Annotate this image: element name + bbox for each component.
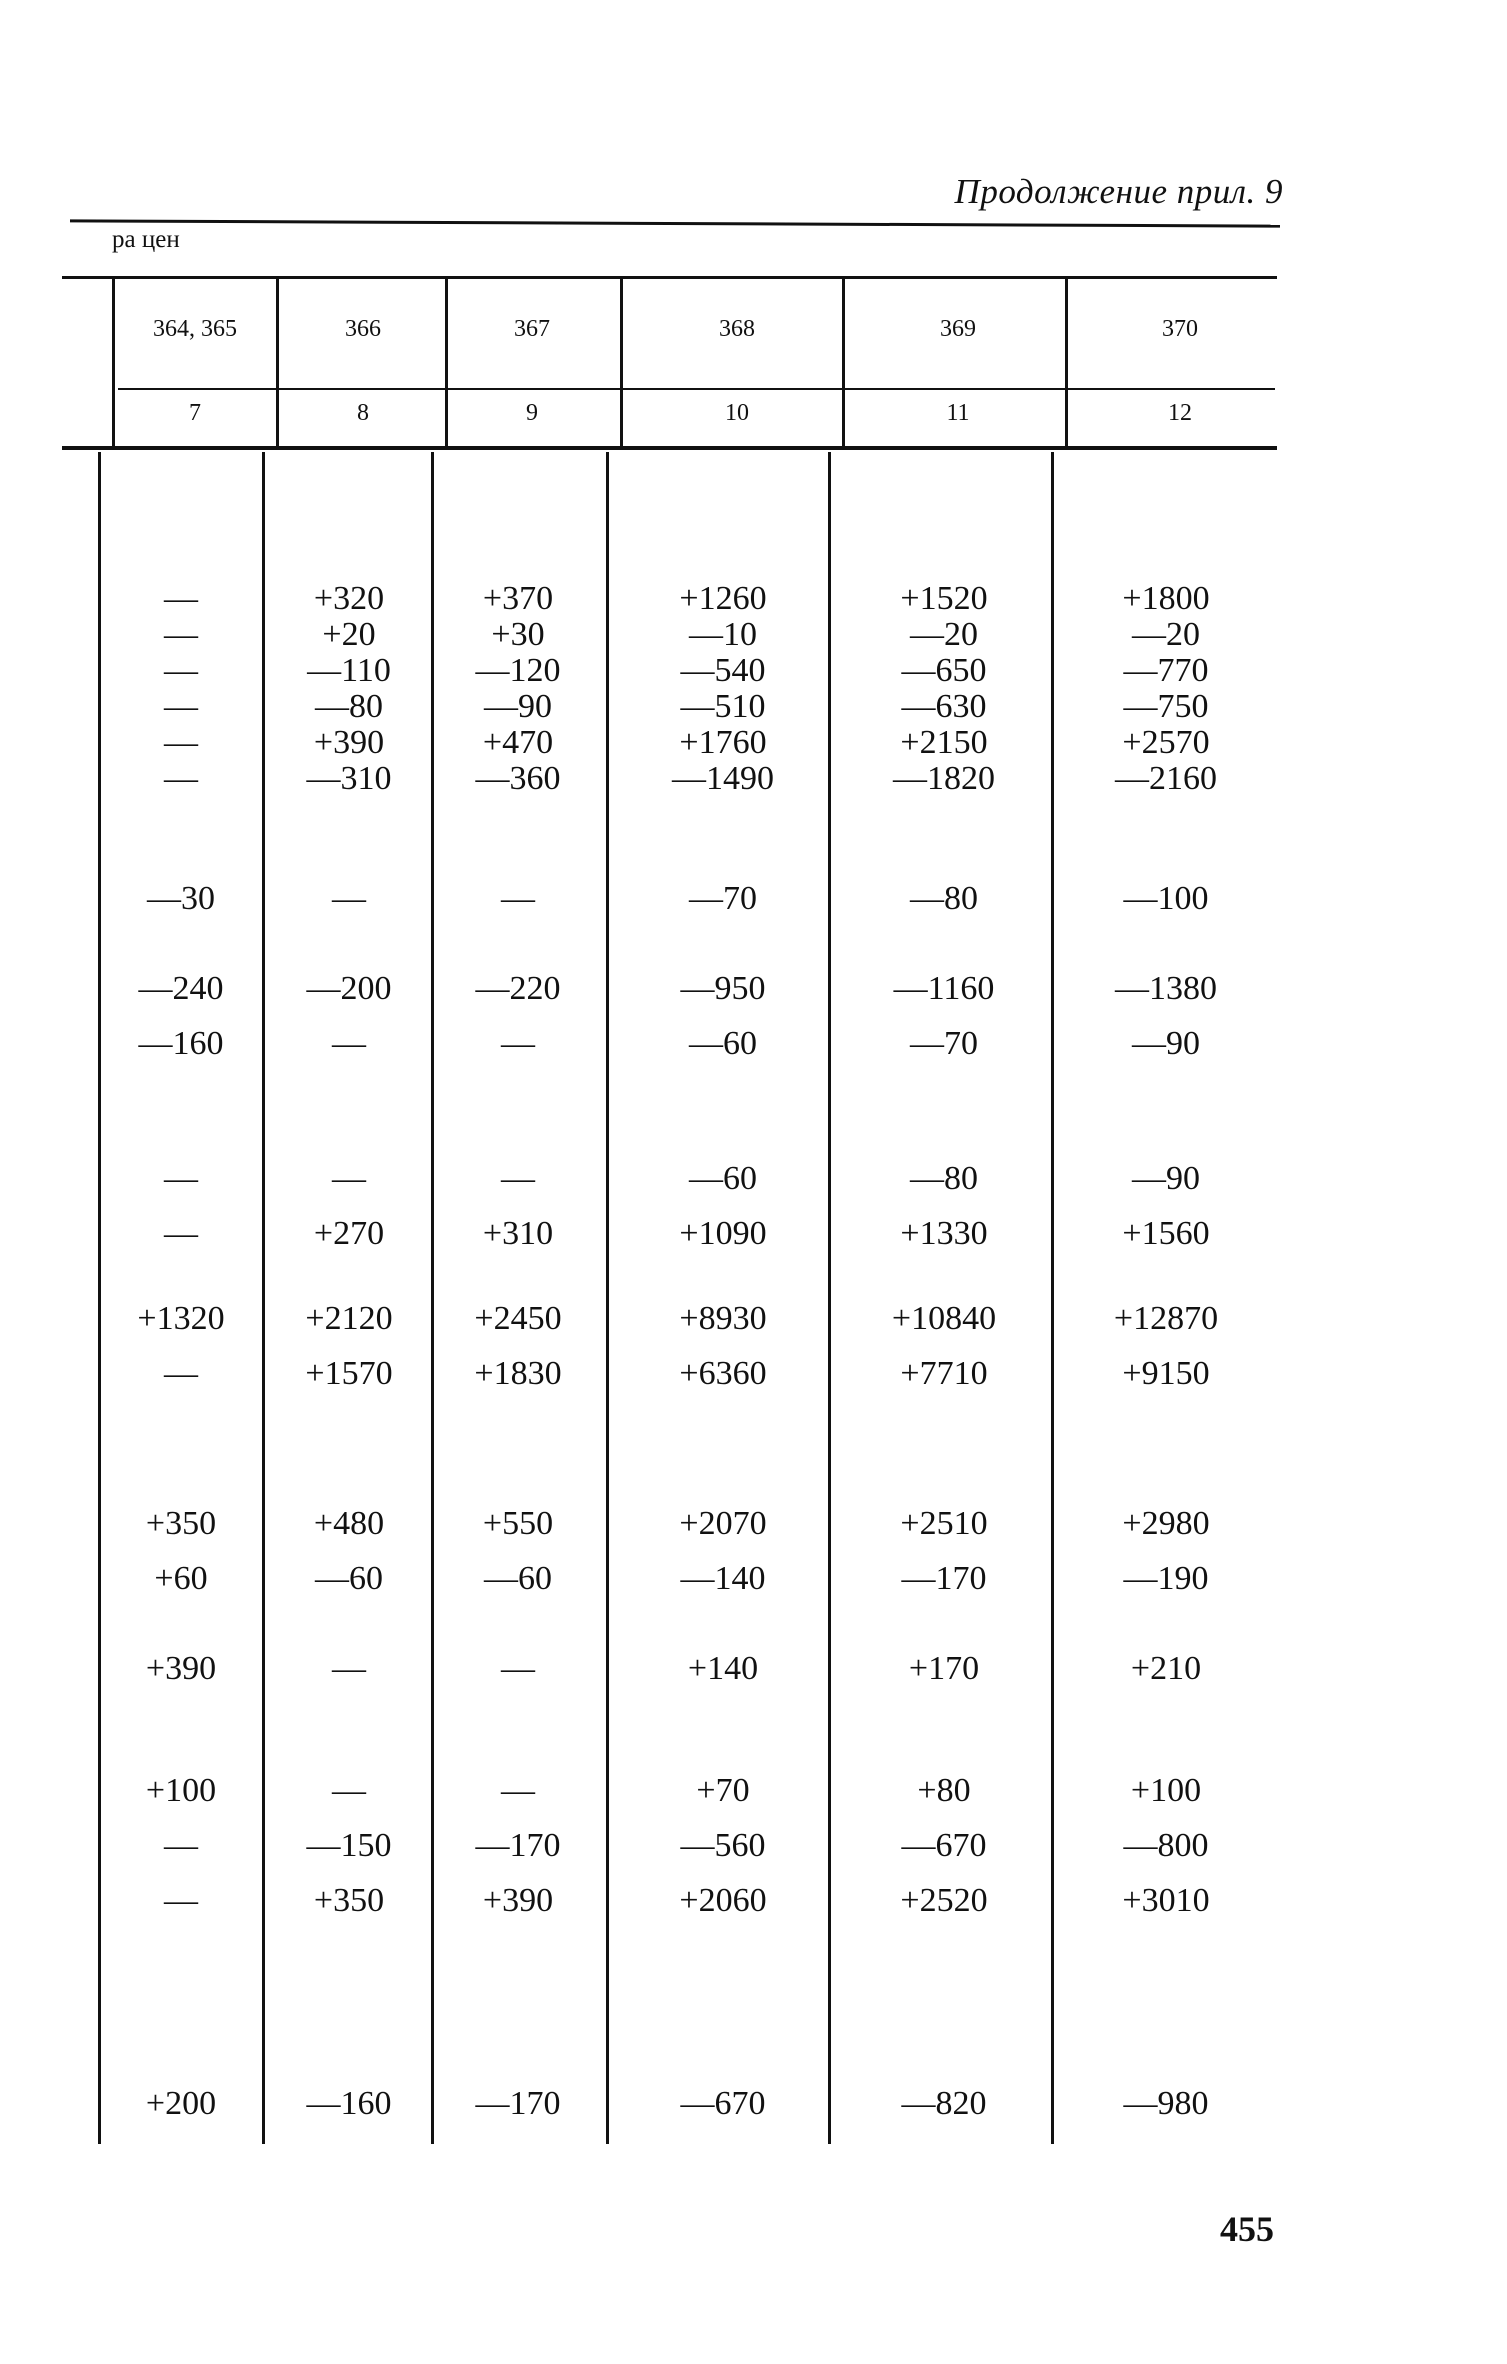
table-cell: — xyxy=(164,616,198,653)
table-cell: — xyxy=(332,880,366,917)
table-cell: —950 xyxy=(680,970,766,1007)
table-cell: —200 xyxy=(306,970,392,1007)
rule-top xyxy=(70,219,1280,227)
column-header-number: 10 xyxy=(725,400,749,426)
continuation-caption: Продолжение прил. 9 xyxy=(954,172,1283,211)
rule-header-bottom xyxy=(62,446,1277,450)
table-cell: — xyxy=(332,1650,366,1687)
table-cell: —90 xyxy=(1132,1160,1200,1197)
table-cell: —310 xyxy=(306,760,392,797)
table-cell: —1160 xyxy=(893,970,995,1007)
table-cell: +470 xyxy=(482,724,554,761)
table-cell: +2070 xyxy=(679,1505,767,1542)
table-cell: +270 xyxy=(313,1215,385,1252)
table-cell: +1560 xyxy=(1122,1215,1210,1252)
table-cell: +390 xyxy=(145,1650,217,1687)
table-cell: +60 xyxy=(154,1560,208,1597)
table-cell: +3010 xyxy=(1122,1882,1210,1919)
table-cell: —1490 xyxy=(672,760,774,797)
table-cell: — xyxy=(501,1650,535,1687)
table-cell: +2570 xyxy=(1122,724,1210,761)
table-cell: +2980 xyxy=(1122,1505,1210,1542)
column-header-number: 7 xyxy=(189,400,201,426)
column-divider-header-4 xyxy=(842,278,845,446)
table-cell: —220 xyxy=(475,970,561,1007)
table-cell: +2060 xyxy=(679,1882,767,1919)
table-cell: — xyxy=(164,688,198,725)
table-cell: —100 xyxy=(1123,880,1209,917)
table-cell: +2510 xyxy=(900,1505,988,1542)
column-header-name: 369 xyxy=(940,316,976,342)
table-cell: —110 xyxy=(307,652,391,689)
table-cell: — xyxy=(164,760,198,797)
table-cell: +70 xyxy=(696,1772,750,1809)
table-cell: +390 xyxy=(313,724,385,761)
table-cell: +170 xyxy=(908,1650,980,1687)
column-header-number: 11 xyxy=(946,400,970,426)
table-cell: +310 xyxy=(482,1215,554,1252)
table-cell: — xyxy=(164,1882,198,1919)
table-cell: — xyxy=(164,1215,198,1252)
table-cell: +1570 xyxy=(305,1355,393,1392)
table-cell: — xyxy=(501,1160,535,1197)
table-cell: +12870 xyxy=(1113,1300,1219,1337)
column-divider-body-4 xyxy=(828,452,831,2144)
table-cell: —10 xyxy=(689,616,757,653)
table-cell: —170 xyxy=(475,2085,561,2122)
table-cell: +350 xyxy=(313,1882,385,1919)
table-cell: +8930 xyxy=(679,1300,767,1337)
column-divider-header-3 xyxy=(620,278,623,446)
table-cell: +30 xyxy=(491,616,545,653)
column-divider-body-5 xyxy=(1051,452,1054,2144)
column-divider-header-2 xyxy=(445,278,448,446)
table-cell: — xyxy=(501,1772,535,1809)
table-cell: —560 xyxy=(680,1827,766,1864)
table-cell: +200 xyxy=(145,2085,217,2122)
table-cell: —20 xyxy=(910,616,978,653)
table-cell: —120 xyxy=(475,652,561,689)
table-cell: +2150 xyxy=(900,724,988,761)
table-cell: +210 xyxy=(1130,1650,1202,1687)
table-cell: —820 xyxy=(901,2085,987,2122)
table-cell: —20 xyxy=(1132,616,1200,653)
table-cell: +1760 xyxy=(679,724,767,761)
table-cell: +10840 xyxy=(891,1300,997,1337)
table-cell: —140 xyxy=(680,1560,766,1597)
table-cell: —1380 xyxy=(1115,970,1217,1007)
table-cell: —170 xyxy=(475,1827,561,1864)
table-cell: +350 xyxy=(145,1505,217,1542)
table-cell: —770 xyxy=(1123,652,1209,689)
table-cell: +6360 xyxy=(679,1355,767,1392)
table-cell: —360 xyxy=(475,760,561,797)
table-cell: — xyxy=(164,652,198,689)
table-cell: — xyxy=(164,580,198,617)
table-cell: +1520 xyxy=(900,580,988,617)
table-cell: —70 xyxy=(910,1025,978,1062)
table-cell: — xyxy=(501,1025,535,1062)
table-cell: —60 xyxy=(689,1025,757,1062)
table-cell: +390 xyxy=(482,1882,554,1919)
table-cell: — xyxy=(164,1827,198,1864)
table-cell: +550 xyxy=(482,1505,554,1542)
table-cell: +1320 xyxy=(137,1300,225,1337)
table-cell: —60 xyxy=(689,1160,757,1197)
table-cell: +2450 xyxy=(474,1300,562,1337)
table-cell: —150 xyxy=(306,1827,392,1864)
table-cell: —2160 xyxy=(1115,760,1217,797)
table-cell: +7710 xyxy=(900,1355,988,1392)
table-cell: —630 xyxy=(901,688,987,725)
table-cell: +100 xyxy=(145,1772,217,1809)
table-cell: —80 xyxy=(315,688,383,725)
header-fragment: ра цен xyxy=(112,226,180,253)
table-cell: +9150 xyxy=(1122,1355,1210,1392)
table-cell: — xyxy=(164,1355,198,1392)
table-cell: +100 xyxy=(1130,1772,1202,1809)
column-divider-header-1 xyxy=(276,278,279,446)
column-header-number: 9 xyxy=(526,400,538,426)
table-cell: —980 xyxy=(1123,2085,1209,2122)
table-cell: — xyxy=(164,1160,198,1197)
table-cell: —540 xyxy=(680,652,766,689)
column-divider-header-5 xyxy=(1065,278,1068,446)
table-cell: +2520 xyxy=(900,1882,988,1919)
table-cell: —80 xyxy=(910,880,978,917)
table-cell: — xyxy=(501,880,535,917)
column-header-name: 364, 365 xyxy=(153,316,237,342)
column-header-number: 8 xyxy=(357,400,369,426)
column-header-name: 367 xyxy=(514,316,550,342)
table-cell: +370 xyxy=(482,580,554,617)
table-cell: —670 xyxy=(680,2085,766,2122)
table-cell: —670 xyxy=(901,1827,987,1864)
column-header-name: 366 xyxy=(345,316,381,342)
rule-header-top xyxy=(62,276,1277,279)
table-cell: +140 xyxy=(687,1650,759,1687)
table-cell: — xyxy=(332,1025,366,1062)
table-cell: +20 xyxy=(322,616,376,653)
table-cell: +1830 xyxy=(474,1355,562,1392)
table-cell: —650 xyxy=(901,652,987,689)
table-cell: +1800 xyxy=(1122,580,1210,617)
table-cell: —60 xyxy=(484,1560,552,1597)
table-cell: —750 xyxy=(1123,688,1209,725)
table-cell: +1330 xyxy=(900,1215,988,1252)
table-cell: +320 xyxy=(313,580,385,617)
column-header-name: 368 xyxy=(719,316,755,342)
table-cell: +1090 xyxy=(679,1215,767,1252)
table-cell: +2120 xyxy=(305,1300,393,1337)
table-cell: —70 xyxy=(689,880,757,917)
table-cell: — xyxy=(332,1772,366,1809)
table-cell: —80 xyxy=(910,1160,978,1197)
rule-header-mid xyxy=(118,388,1275,390)
table-cell: +480 xyxy=(313,1505,385,1542)
table-cell: —240 xyxy=(138,970,224,1007)
column-header-name: 370 xyxy=(1162,316,1198,342)
table-cell: —160 xyxy=(306,2085,392,2122)
table-cell: — xyxy=(164,724,198,761)
page-number: 455 xyxy=(1220,2209,1274,2249)
table-cell: —170 xyxy=(901,1560,987,1597)
table-cell: +1260 xyxy=(679,580,767,617)
column-header-number: 12 xyxy=(1168,400,1192,426)
table-cell: —90 xyxy=(484,688,552,725)
table-cell: +80 xyxy=(917,1772,971,1809)
table-cell: —1820 xyxy=(893,760,995,797)
table-cell: —160 xyxy=(138,1025,224,1062)
table-cell: — xyxy=(332,1160,366,1197)
table-cell: —90 xyxy=(1132,1025,1200,1062)
table-cell: —800 xyxy=(1123,1827,1209,1864)
table-cell: —60 xyxy=(315,1560,383,1597)
table-cell: —190 xyxy=(1123,1560,1209,1597)
table-cell: —30 xyxy=(147,880,215,917)
table-cell: —510 xyxy=(680,688,766,725)
